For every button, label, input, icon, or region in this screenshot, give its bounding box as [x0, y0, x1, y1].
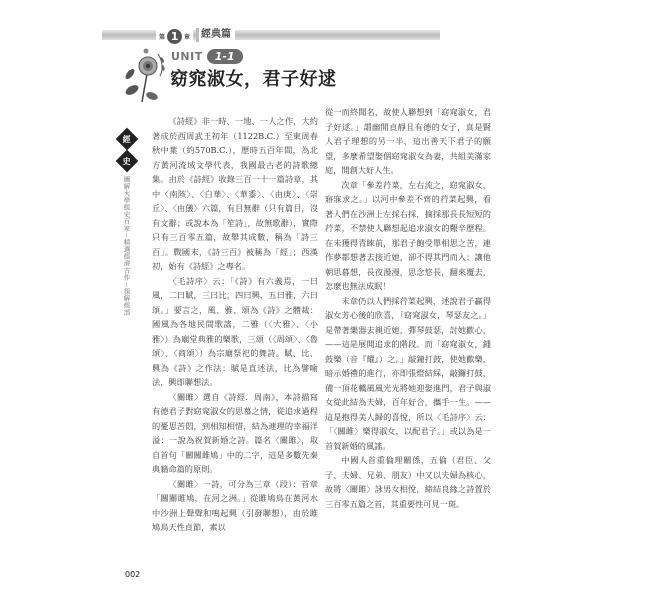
paragraph: 次章「參差荇菜，左右流之，窈窕淑女，寤寐求之。」以河中參差不齊的荇菜起興，看著人們在沙洲上左採右採，摘採那長長短短的荇菜，不禁使人聯想起追求淑女的艱辛歷程。在未獲得青睞前，那君子飽受單相思之苦，連作夢都想著去接近她，卻不得其門而入；讓他朝思暮想，長夜漫漫，思念悠長，翻來覆去，怎麼也無法成眠！: [325, 179, 491, 291]
paragraph: 末章仍以人們採荇菜起興，述說君子贏得淑女芳心後的欣喜，「窈窕淑女，琴瑟友之。」是帶著樂器去親近她，彈琴鼓瑟，討她歡心，——這是展開追求的階段。而「窈窕淑女，鍾鼓樂（音『耀』）之。」敲鐘打鼓，使她歡樂，暗示婚禮的進行，亦即張燈結綵，敲鑼打鼓，備一頂花轎風風光光將她迎娶進門，君子與淑女從此結為夫婦，百年好合，攜手一生。——這是抱得美人歸的喜悅，所以〈毛詩序〉云：「〈關雎〉樂得淑女，以配君子。」或以為是一首賀新婚的風謠。: [325, 295, 491, 451]
flower-ornament-icon: [122, 46, 170, 104]
unit-label: UNIT: [171, 50, 203, 63]
paragraph: 從一而終聞名，故使人聯想到「窈窕淑女，君子好逑。」謂幽閒貞靜且有德的女子，真是賢人君子理想的另一半，這出善天下君子的願望，多麼希望娶個窈窕淑女為妻，共組美滿家庭，開創大好人生。: [325, 107, 491, 175]
chapter-prefix: 第: [159, 33, 166, 41]
side-vertical-text: 圖解大學經史百家－精選經濟古作－探解經部: [122, 176, 131, 316]
body-column-right: [325, 105, 491, 511]
body-column-left: [152, 114, 318, 535]
paragraph: 〈關雎〉選自《詩經．周南》，本詩描寫有德君子對窈窕淑女的思慕之情，從追求過程的憂思苦悶，到相知相惜，結為連理的幸福洋溢：一說為祝賀新婚之詩。篇名〈關雎〉，取自首句「關關雎鳩」中的二字，這是多數先秦典籍命篇的原則。: [152, 391, 318, 474]
side-emblem-shi: 史: [116, 150, 139, 173]
section-name: 經典篇: [196, 28, 235, 42]
side-emblem-jing: 經: [116, 128, 139, 151]
paragraph: 中國人首重倫理關係，五倫（君臣、父子、夫婦、兄弟、朋友）中又以夫婦為核心，故將〈關雎〉詠男女相悅，締結良緣之詩置於三百零五篇之首，其重要性可見一斑。: [325, 455, 491, 509]
page-number: 002: [125, 570, 141, 579]
chapter-number-badge: 1: [167, 29, 182, 44]
side-navigation: [113, 128, 141, 316]
paragraph: 〈毛詩序〉云：「《詩》有六義焉，一曰風，二曰賦，三曰比，四曰興，五曰雅，六曰頌。」要言之，風、雅、頌為《詩》之體裁：國風為各地民間歌謠，二雅（〈大雅〉、〈小雅〉）為廟堂典雅的樂歌，三頌（〈周頌〉、〈魯頌〉、〈商頌〉）為宗廟祭祀的舞詩。賦、比、興為《詩》之作法：賦是直述法，比為譬喻法，興即聯想法。: [152, 275, 318, 387]
unit-number-badge: 1-1: [207, 49, 243, 64]
paragraph: 〈關雎〉一詩，可分為三章（段）：首章「關關雎鳩，在河之洲。」從雎鳩鳥在黃河水中沙洲上聲聲和鳴起興（引發聯想），由於雎鳩鳥天性貞節，素以: [152, 478, 318, 532]
chapter-suffix: 章: [184, 33, 191, 41]
paragraph: 《詩經》非一時、一地、一人之作，大約著成於西周武王初年（1122B.C.）至東周春秋中葉（約570B.C.），歷時五百年間，為北方黃河流域文學代表，我國最古老的詩歌總集。由於《詩經》收錄三百一十一篇詩章，其中〈南陔〉、〈白華〉、〈華黍〉、〈由庚〉、〈崇丘〉、〈由儀〉六篇，有目無辭（只有篇目，沒有文辭；或說本為「笙詩」，故無歌辭），實際只有三百零五篇，故舉其成數，稱為「詩三百」。戰國末，《詩三百》被稱為「經」；西漢初，始有《詩經》之專名。: [152, 116, 318, 271]
chapter-label: [156, 28, 193, 44]
unit-badge-row: [171, 49, 243, 64]
unit-title: 窈窕淑女，君子好逑: [170, 69, 337, 90]
chapter-header-bar: [102, 30, 440, 40]
